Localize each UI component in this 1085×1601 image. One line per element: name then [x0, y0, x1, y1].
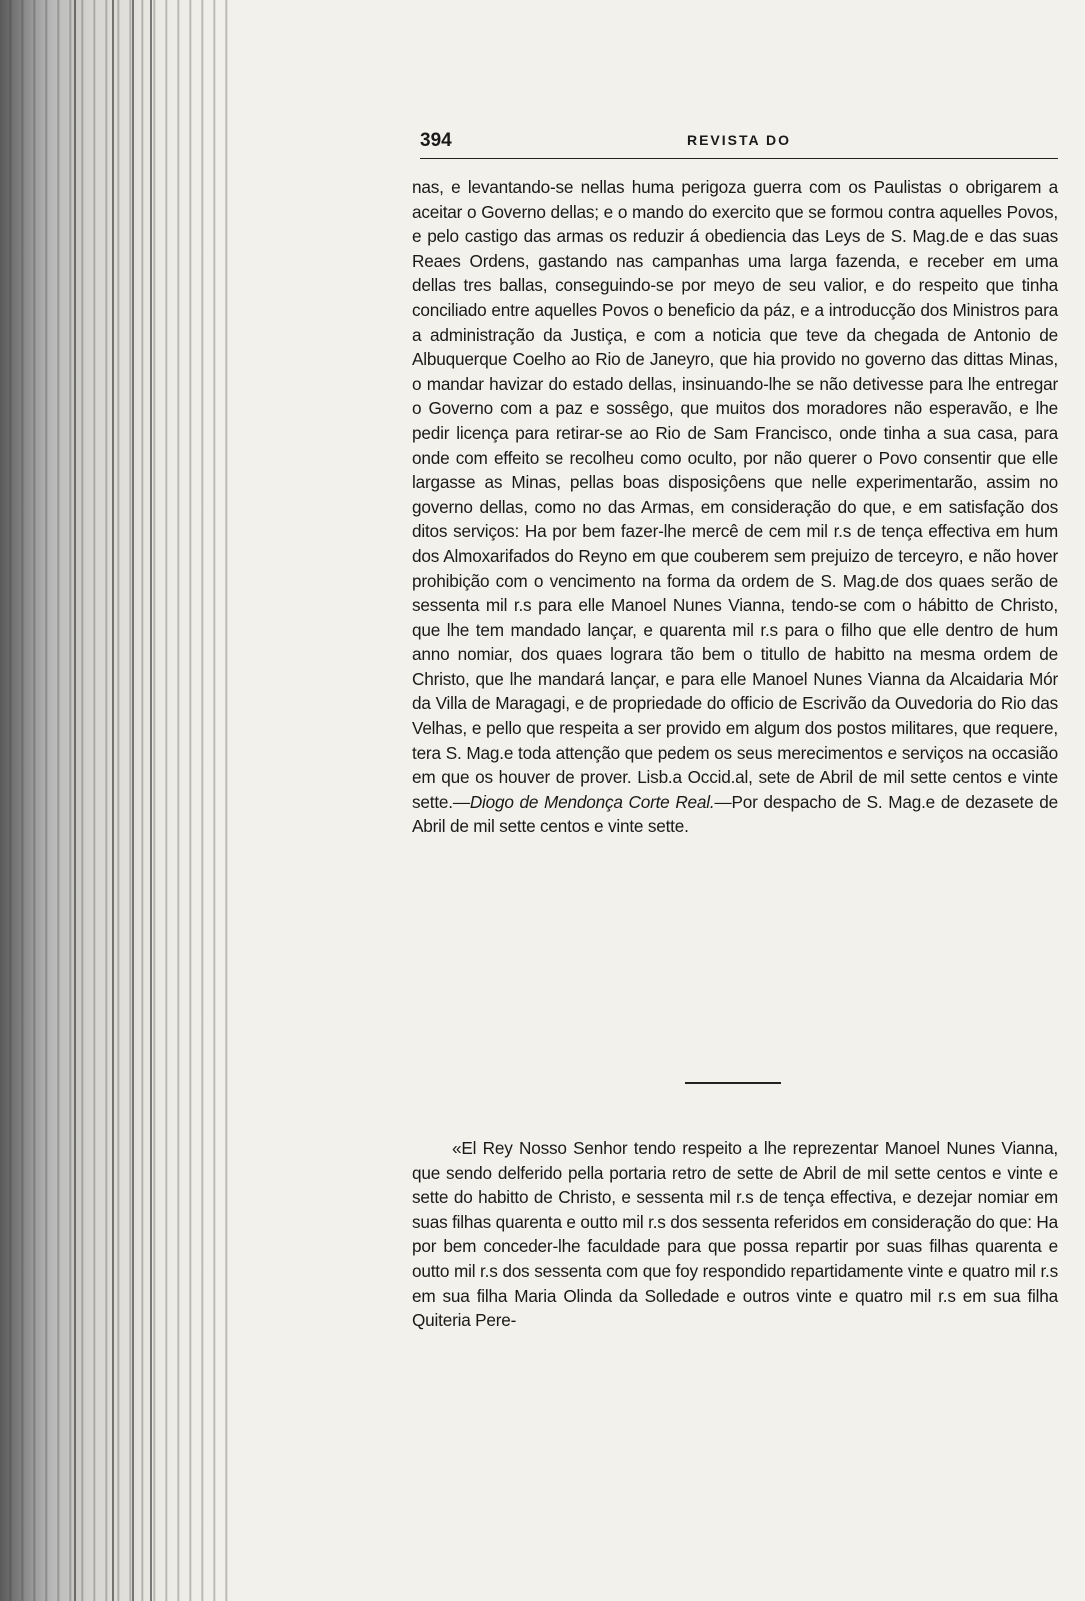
binding-edge-line: [150, 0, 152, 1601]
paragraph-2-text: «El Rey Nosso Senhor tendo respeito a lhe reprezentar Manoel Nunes Vianna, que sendo delferido pella portaria retro de sette de Abril de mil sette centos e vinte e sette do habitto de Christo, e sessenta mil r.s de tença effectiva, e dezejar nomiar em suas filhas quarenta e outto mil r.s dos sessenta referidos em consideração do que: Ha por bem conceder-lhe faculdade para que possa repartir por suas filhas quarenta e outto mil r.s dos sessenta com que foy respondido repartidamente vinte e quatro mil r.s em sua filha Maria Olinda da Solledade e outros vinte e quatro mil r.s em sua filha Quiteria Pere-: [412, 1138, 1058, 1331]
paragraph-1-body: nas, e levantando-se nellas huma perigoza guerra com os Paulistas o obrigarem a aceitar o Governo dellas; e o mando do exercito que se formou contra aquelles Povos, e pelo castigo das armas os reduzir á obediencia das Leys de S. Mag.de e das suas Reaes Ordens, gastando nas campanhas uma larga fazenda, e receber em uma dellas tres ballas, conseguindo-se por meyo de seu valior, e do respeito que tinha conciliado entre aquelles Povos o beneficio da páz, e a introducção dos Ministros para a administração da Justiça, e com a noticia que teve da chegada de Antonio de Albuquerque Coelho ao Rio de Janeyro, que hia provido no governo das dittas Minas, o mandar havizar do estado dellas, insinuando-lhe se não detivesse para lhe entregar o Governo com a paz e sossêgo, que muitos dos moradores não esperavão, e lhe pedir licença para retirar-se ao Rio de Sam Francisco, onde tinha a sua casa, para onde com effeito se recolheu como oculto, por não querer o Povo consentir que elle largasse as Minas, pellas boas disposiçôens que nelle experimentarão, assim no governo dellas, como no das Armas, em consideração do que, e em satisfação dos ditos serviços: Ha por bem fazer-lhe mercê de cem mil r.s de tença effectiva em hum dos Almoxarifados do Reyno em que couberem sem prejuizo de terceyro, e não hover prohibição com o vencimento na forma da ordem de S. Mag.de dos quaes serão de sessenta mil r.s para elle Manoel Nunes Vianna, tendo-se com o hábitto de Christo, que lhe tem mandado lançar, e quarenta mil r.s para o filho que elle dentro de hum anno nomiar, dos quaes lograra tão bem o titullo de habitto na mesma ordem de Christo, que lhe mandará lançar, e para elle Manoel Nunes Vianna da Alcaidaria Mór da Villa de Maragagi, e de propriedade do officio de Escrivão da Ouvedoria do Rio das Velhas, e pello que respeita a ser provido em algum dos postos militares, que requere, tera S. Mag.e toda attenção que pedem os seus merecimentos e serviços na occasião em que os houver de prover. Lisb.a Occid.al, sete de Abril de mil sette centos e vinte sette.—: [412, 177, 1058, 812]
binding-edge-line: [74, 0, 76, 1601]
running-head: REVISTA DO: [686, 132, 791, 148]
paragraph-1-closing: —Por despacho de S. Mag.e de dezasete de Abril de mil sette centos e vinte sette.: [412, 791, 1058, 837]
paragraph-1-text: [412, 175, 1058, 839]
paragraph-2: [412, 1136, 1058, 1333]
page-number: 394: [420, 130, 452, 151]
paragraph-1: [412, 175, 1058, 839]
section-separator: [685, 1082, 781, 1084]
binding-edge-line: [112, 0, 114, 1601]
book-binding-shadow: [0, 0, 235, 1601]
page-header: [420, 130, 1058, 159]
binding-edge-line: [132, 0, 134, 1601]
signature: Diogo de Mendonça Corte Real.: [469, 791, 715, 812]
